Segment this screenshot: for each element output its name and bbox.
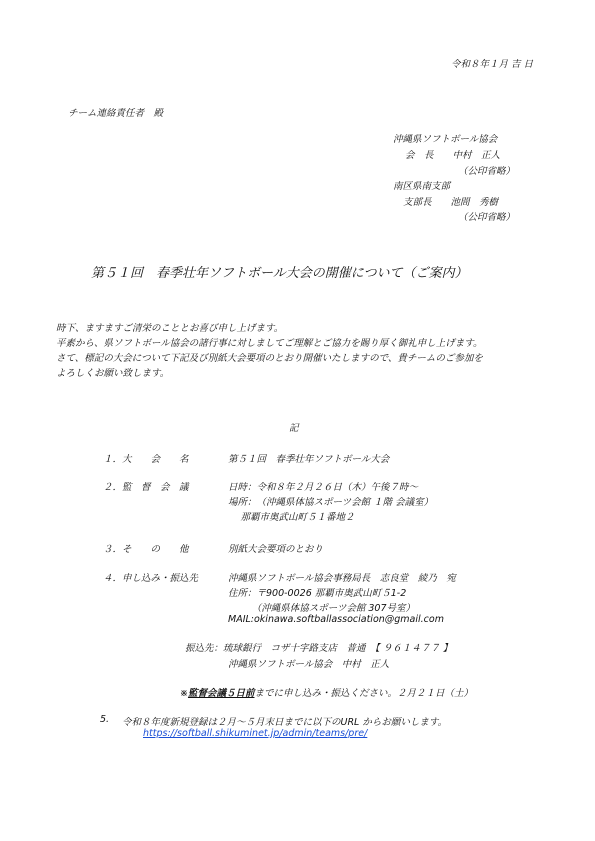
body-line-3: さて、標記の大会について下記及び別紙大会要項のとおり開催いたしますので、貴チームのご参加を xyxy=(56,353,483,364)
body-line-1: 時下、ますますご清栄のこととお喜び申し上げます。 xyxy=(56,323,284,334)
item-line: MAIL:okinawa.softballassociation@gmail.com xyxy=(228,614,444,625)
item-line: 第５１回 春季壮年ソフトボール大会 xyxy=(228,454,390,465)
body-line-2: 平素から、県ソフトボール協会の諸行事に対しましてご理解とご協力を賜り厚く御礼申し上げます。 xyxy=(56,338,483,349)
transfer-line-2: 沖縄県ソフトボール協会 中村 正人 xyxy=(228,659,390,670)
item-label: ４．申し込み・振込先 xyxy=(103,573,199,584)
document-title: 第５１回 春季壮年ソフトボール大会の開催について（ご案内） xyxy=(91,266,468,281)
body-line-4: よろしくお願い致します。 xyxy=(56,368,170,379)
item-line: 住所：〒900-0026 那覇市奥武山町５1-2 xyxy=(228,588,407,599)
seal-note-1: （公印省略） xyxy=(458,166,516,177)
item-label: １．大 会 名 xyxy=(103,454,189,465)
deadline-suffix: までに申し込み・振込ください。２月２１日（土） xyxy=(254,688,473,699)
sender-role-1: 会 長 中村 正人 xyxy=(405,150,501,161)
deadline-note xyxy=(180,685,473,699)
item-label: ３．そ の 他 xyxy=(103,544,189,555)
item5-number: 5. xyxy=(100,714,110,725)
item-label: ２．監 督 会 議 xyxy=(103,482,189,493)
recipient: チーム連絡責任者 殿 xyxy=(68,108,164,119)
seal-note-2: （公印省略） xyxy=(458,212,516,223)
item-line: 沖縄県ソフトボール協会事務局長 志良堂 綾乃 宛 xyxy=(228,573,456,584)
sender-org-2: 南区県南支部 xyxy=(393,181,451,192)
deadline-emphasis: 監督会議５日前 xyxy=(187,688,255,699)
registration-url-link[interactable]: https://softball.shikuminet.jp/admin/teams/pre/ xyxy=(143,728,368,739)
item-line: 那覇市奥武山町５１番地２ xyxy=(228,512,355,523)
deadline-prefix: ※ xyxy=(180,688,188,699)
document-date: 令和８年１月 吉 日 xyxy=(450,59,533,70)
sender-role-2: 支部長 池間 秀樹 xyxy=(403,197,499,208)
transfer-line-1: 振込先：琉球銀行 コザ十字路支店 普通 【 ９６１４７７ 】 xyxy=(185,643,453,654)
sender-org-1: 沖縄県ソフトボール協会 xyxy=(393,134,498,145)
ki-heading: 記 xyxy=(289,423,299,434)
item-line: 日時：令和８年２月２６日（木）午後７時～ xyxy=(228,482,419,493)
item-line: 場所：（沖縄県体協スポーツ会館 １階 会議室） xyxy=(228,497,434,508)
item5-text: 令和８年度新規登録は２月～５月末日までに以下のURL からお願いします。 xyxy=(122,717,448,728)
item-line: 別紙大会要項のとおり xyxy=(228,544,324,555)
item-line: （沖縄県体協スポーツ会館 307号室） xyxy=(228,603,416,614)
